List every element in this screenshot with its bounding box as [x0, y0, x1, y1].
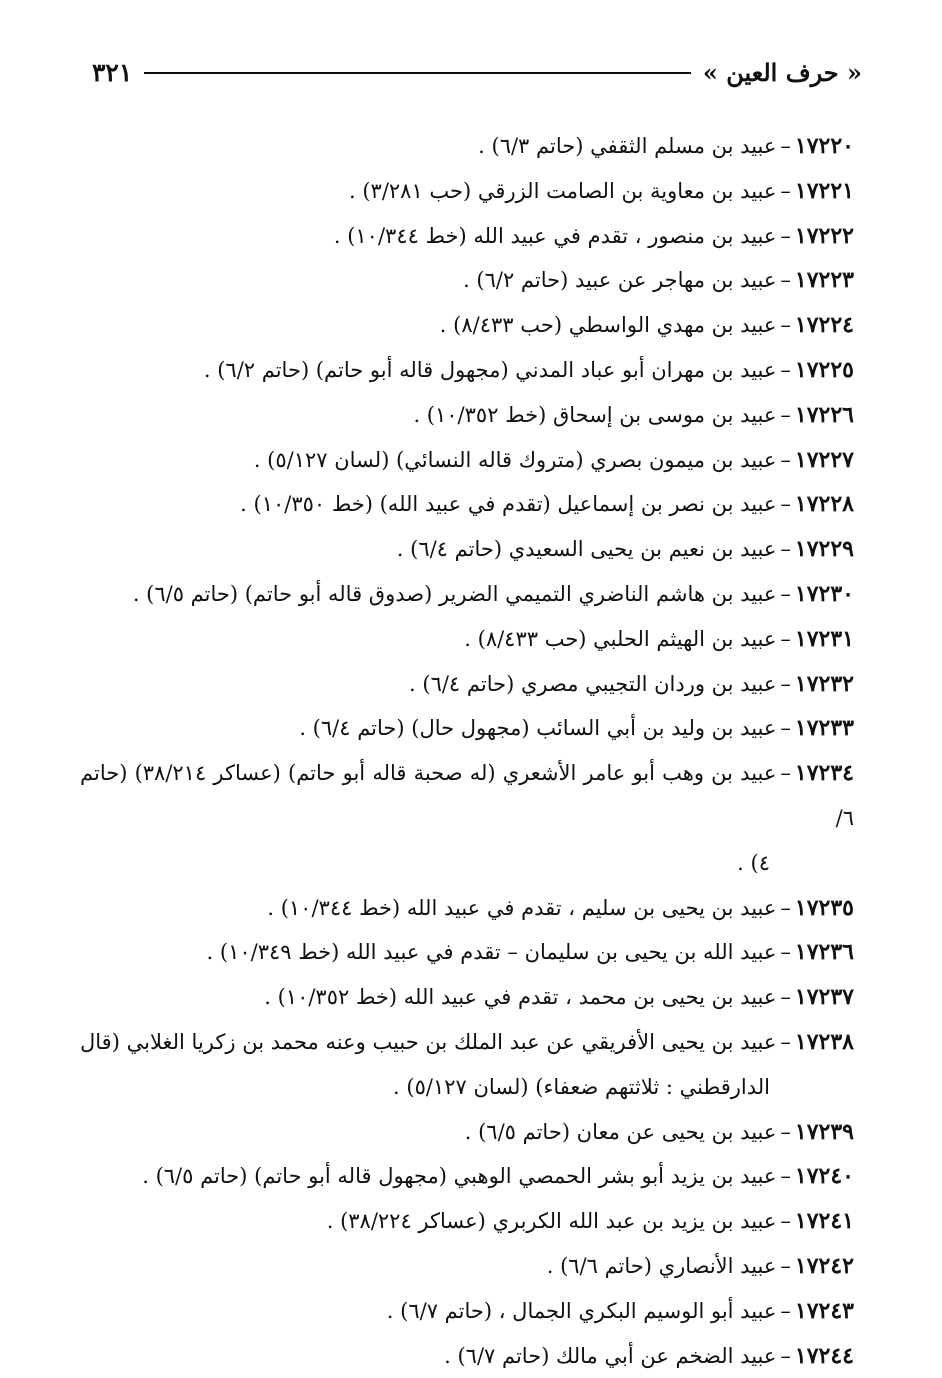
entry-dash: – [780, 626, 791, 651]
entry-dash: – [780, 671, 791, 696]
entry-line [204, 358, 854, 382]
entry-line [464, 627, 854, 651]
entry [80, 975, 854, 1020]
entry-dash: – [780, 1209, 791, 1234]
entry-text: عبيد بن مهران أبو عباد المدني (مجهول قاله أبو حاتم) (حاتم ٦/٢) . [203, 357, 777, 382]
entry-number: ١٧٢٣٣ [794, 715, 854, 742]
entry-number: ١٧٢٤٣ [794, 1297, 854, 1324]
entry-line [413, 403, 854, 427]
entry-number: ١٧٢٢٦ [794, 401, 854, 428]
entry-number: ١٧٢٣٥ [794, 894, 854, 921]
entry-line [254, 448, 854, 472]
entry-number: ١٧٢٣١ [794, 625, 854, 652]
entry-dash: – [780, 761, 791, 786]
entry-number: ١٧٢٢٧ [794, 446, 854, 473]
entry-text: عبيد بن الهيثم الحلبي (حب ٨/٤٣٣) . [464, 626, 777, 651]
entry-line [264, 985, 854, 1009]
entry-number: ١٧٢٢١ [794, 177, 854, 204]
entry-dash: – [780, 223, 791, 248]
entry-line [463, 268, 854, 292]
entry-number: ١٧٢٤٢ [794, 1252, 854, 1279]
entry-line [547, 1254, 854, 1278]
entry-dash: – [780, 1119, 791, 1144]
entry-text: عبيد بن نصر بن إسماعيل (تقدم في عبيد الله) (خط ١٠/٣٥٠) . [240, 492, 777, 517]
entry-dash: – [780, 178, 791, 203]
entry-number: ١٧٢٣٧ [794, 984, 854, 1011]
entry-line [478, 134, 854, 158]
entry-text: عبيد بن مسلم الثقفي (حاتم ٦/٣) . [478, 134, 777, 158]
entry [80, 214, 854, 259]
entry-text: عبيد بن يحيى بن محمد ، تقدم في عبيد الله (خط ١٠/٣٥٢) . [264, 985, 777, 1010]
entry-number: ١٧٢٢٣ [794, 267, 854, 294]
entry-text: عبيد بن يحيى الأفريقي عن عبد الملك بن حبيب وعنه محمد بن زكريا الغلابي (قال [80, 1029, 777, 1054]
entry-dash: – [780, 1029, 791, 1054]
entry-number: ١٧٢٣٦ [794, 939, 854, 966]
entry-text: عبيد بن وهب أبو عامر الأشعري (له صحبة قاله أبو حاتم) (عساكر ٣٨/٢١٤) (حاتم ٦/ [80, 761, 854, 830]
entry [80, 258, 854, 303]
entry-dash: – [780, 1298, 791, 1323]
entry [80, 1244, 854, 1289]
entry [80, 303, 854, 348]
entry-text: عبيد بن يزيد أبو بشر الحمصي الوهبي (مجهول قاله أبو حاتم) (حاتم ٦/٥) . [142, 1164, 777, 1189]
entry-text: عبيد بن يحيى عن معان (حاتم ٦/٥) . [464, 1119, 777, 1144]
entry [80, 527, 854, 572]
entry [80, 930, 854, 975]
entry [80, 1020, 854, 1110]
entry-dash: – [780, 402, 791, 427]
entry-dash: – [780, 895, 791, 920]
page-header [92, 52, 862, 92]
entry-dash: – [780, 537, 791, 562]
entry-line [440, 313, 854, 337]
entry-text: عبيد بن موسى بن إسحاق (خط ١٠/٣٥٢) . [413, 402, 777, 427]
entry-dash: – [780, 492, 791, 517]
entry-dash: – [780, 447, 791, 472]
entry-text: عبيد الأنصاري (حاتم ٦/٦) . [546, 1253, 777, 1278]
entry [80, 662, 854, 707]
entry [80, 124, 854, 169]
entry-number: ١٧٢٣٩ [794, 1118, 854, 1145]
entry [80, 438, 854, 483]
entry-text: عبيد بن مهدي الواسطي (حب ٨/٤٣٣) . [439, 313, 777, 338]
entry-text: عبيد بن منصور ، تقدم في عبيد الله (خط ١٠/٣٤٤) . [333, 223, 777, 248]
entry-number: ١٧٢٣٨ [794, 1028, 854, 1055]
entry-number: ١٧٢٣٢ [794, 670, 854, 697]
entry-dash: – [780, 357, 791, 382]
chapter-title: « حرف العين » [702, 57, 862, 87]
entry [80, 617, 854, 662]
entry-number: ١٧٢٤١ [794, 1208, 854, 1235]
entry-line [133, 582, 854, 606]
entry-line [80, 1020, 854, 1065]
entry-line [444, 1344, 854, 1368]
entry [80, 348, 854, 393]
entry-number: ١٧٢٣٤ [794, 760, 854, 787]
entry-number: ١٧٢٢٢ [794, 222, 854, 249]
entry-line [142, 1164, 854, 1188]
entry-dash: – [780, 134, 791, 158]
entry-line [387, 1299, 854, 1323]
entry-dash: – [780, 313, 791, 338]
entry-text: عبيد أبو الوسيم البكري الجمال ، (حاتم ٦/٧) . [386, 1298, 777, 1323]
entry-line [240, 492, 854, 516]
entry-number: ١٧٢٤٤ [794, 1342, 854, 1369]
entry-line [409, 672, 854, 696]
entry-text: عبيد بن نعيم بن يحيى السعيدي (حاتم ٦/٤) . [396, 537, 777, 562]
entry-text: عبيد بن يحيى بن سليم ، تقدم في عبيد الله (خط ١٠/٣٤٤) . [267, 895, 777, 920]
page-number: ٣٢١ [92, 57, 133, 87]
entry-line [465, 1120, 854, 1144]
entry [80, 482, 854, 527]
entry [80, 1154, 854, 1199]
entry-number: ١٧٢٢٥ [794, 356, 854, 383]
header-rule [144, 72, 691, 74]
entry-text: عبيد الله بن يحيى بن سليمان – تقدم في عبيد الله (خط ١٠/٣٤٩) . [206, 940, 777, 965]
entry-number: ١٧٢٣٠ [794, 580, 854, 607]
entry-number: ١٧٢٢٤ [794, 312, 854, 339]
entry-text: عبيد بن يزيد بن عبد الله الكربري (عساكر ٣٨/٢٢٤) . [326, 1209, 777, 1234]
entry [80, 169, 854, 214]
entry-number: ١٧٢٢٠ [794, 133, 854, 159]
entry [80, 1289, 854, 1334]
entry [80, 1110, 854, 1155]
entry [80, 393, 854, 438]
entry-dash: – [780, 581, 791, 606]
entry-line [207, 940, 854, 964]
entry-number: ١٧٢٢٩ [794, 536, 854, 563]
entry-dash: – [780, 1253, 791, 1278]
entry-line [267, 896, 854, 920]
entry-text: عبيد بن هاشم الناضري التميمي الضرير (صدوق قاله أبو حاتم) (حاتم ٦/٥) . [132, 581, 777, 606]
entry-line [349, 179, 854, 203]
entry-dash: – [780, 1164, 791, 1189]
entry-line [334, 224, 854, 248]
entry-line [80, 751, 854, 841]
entry [80, 572, 854, 617]
entry-text: عبيد الضخم عن أبي مالك (حاتم ٦/٧) . [444, 1343, 777, 1368]
entry-text: عبيد بن مهاجر عن عبيد (حاتم ٦/٢) . [463, 268, 777, 293]
entry-dash: – [780, 268, 791, 293]
entry-text: عبيد بن ميمون بصري (متروك قاله النسائي) (لسان ٥/١٢٧) . [253, 447, 777, 472]
entry-continuation: ٤) . [737, 850, 770, 875]
entry [80, 1334, 854, 1378]
entry-dash: – [780, 985, 791, 1010]
entry-text: عبيد بن وردان التجيبي مصري (حاتم ٦/٤) . [409, 671, 777, 696]
entry-line [397, 537, 854, 561]
entry-line [299, 716, 854, 740]
entry-continuation: الدارقطني : ثلاثتهم ضعفاء) (لسان ٥/١٢٧) . [393, 1074, 770, 1099]
entry-dash: – [780, 716, 791, 741]
entry [80, 751, 854, 885]
entry-list [80, 124, 854, 1378]
entry-number: ١٧٢٢٨ [794, 491, 854, 518]
entry [80, 886, 854, 931]
entry-dash: – [780, 1343, 791, 1368]
entry-line [327, 1209, 854, 1233]
entry-text: عبيد بن وليد بن أبي السائب (مجهول حال) (حاتم ٦/٤) . [299, 716, 777, 741]
entry [80, 706, 854, 751]
entry-number: ١٧٢٤٠ [794, 1163, 854, 1190]
entry-dash: – [780, 940, 791, 965]
entry-text: عبيد بن معاوية بن الصامت الزرقي (حب ٣/٢٨١) . [349, 178, 777, 203]
entry [80, 1199, 854, 1244]
